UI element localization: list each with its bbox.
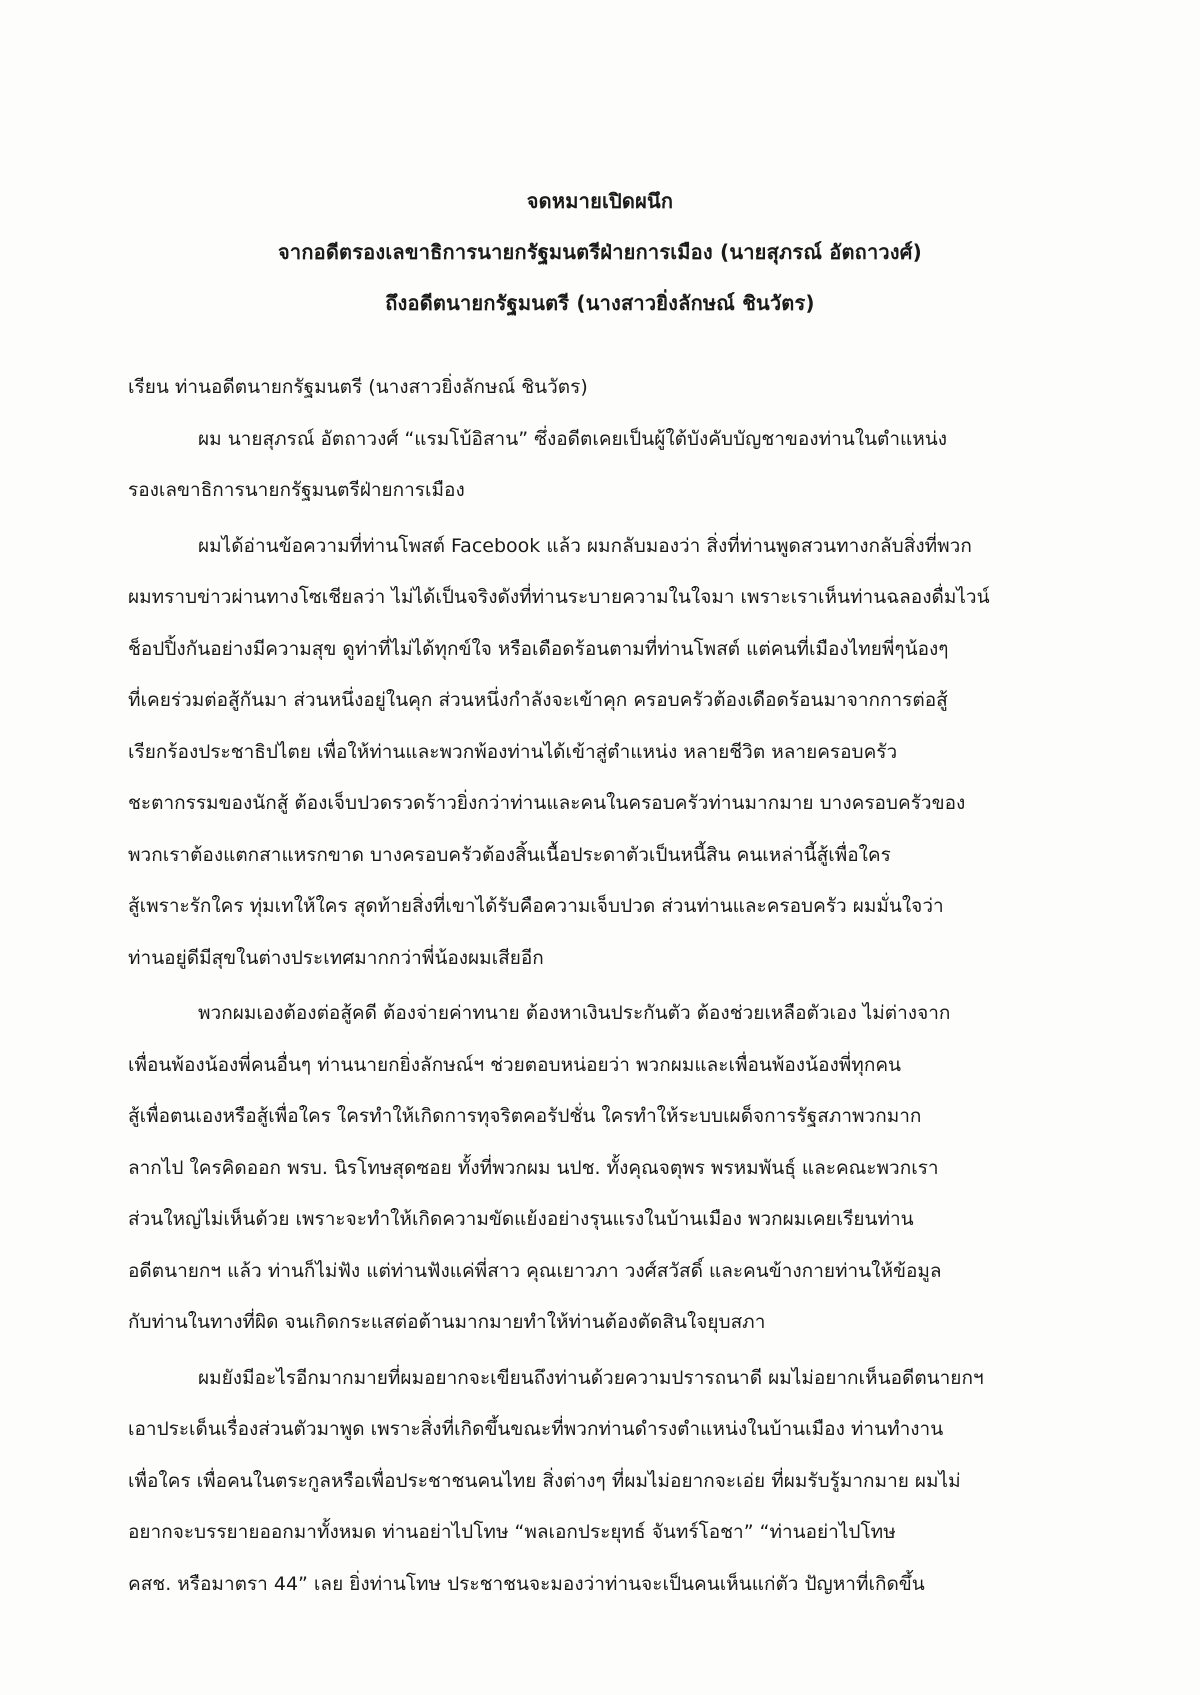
paragraph-4-line-2: เอาประเด็นเรื่องส่วนตัวมาพูด เพราะสิ่งที่เกิดขึ้นขณะที่พวกท่านดำรงตำแหน่งในบ้านเมือง ท่านทำงาน xyxy=(128,1418,944,1440)
letter-body xyxy=(128,362,1118,1610)
paragraph-4-line-4: อยากจะบรรยายออกมาทั้งหมด ท่านอย่าไปโทษ “พลเอกประยุทธ์ จันทร์โอชา” “ท่านอย่าไปโทษ xyxy=(128,1521,896,1543)
paragraph-1-line-1: ผม นายสุภรณ์ อัตถาวงศ์ “แรมโบ้อิสาน” ซึ่งอดีตเคยเป็นผู้ใต้บังคับบัญชาของท่านในตำแหน่ง xyxy=(198,427,948,450)
paragraph-2-line-8: สู้เพราะรักใคร ทุ่มเทให้ใคร สุดท้ายสิ่งที่เขาได้รับคือความเจ็บปวด ส่วนท่านและครอบครัว ผมมั่นใจว่า xyxy=(128,895,944,917)
letter-recipient: ถึงอดีตนายกรัฐมนตรี (นางสาวยิ่งลักษณ์ ชินวัตร) xyxy=(385,291,815,315)
paragraph-4-line-5: คสช. หรือมาตรา 44” เลย ยิ่งท่านโทษ ประชาชนจะมองว่าท่านจะเป็นคนเห็นแก่ตัว ปัญหาที่เกิดขึ้น xyxy=(128,1572,925,1595)
paragraph-2-line-4: ที่เคยร่วมต่อสู้กันมา ส่วนหนึ่งอยู่ในคุก ส่วนหนึ่งกำลังจะเข้าคุก ครอบครัวต้องเดือดร้อนมาจากการต่อสู้ xyxy=(128,689,948,711)
paragraph-2-line-7: พวกเราต้องแตกสาแหรกขาด บางครอบครัวต้องสิ้นเนื้อประดาตัวเป็นหนี้สิน คนเหล่านี้สู้เพื่อใคร xyxy=(128,843,891,866)
paragraph-4-line-1: ผมยังมีอะไรอีกมากมายที่ผมอยากจะเขียนถึงท่านด้วยความปรารถนาดี ผมไม่อยากเห็นอดีตนายกฯ xyxy=(198,1366,984,1389)
paragraph-3-line-3: สู้เพื่อตนเองหรือสู้เพื่อใคร ใครทำให้เกิดการทุจริตคอรัปชั่น ใครทำให้ระบบเผด็จการรัฐสภาพวกมาก xyxy=(128,1105,922,1127)
paragraph-3-line-2: เพื่อนพ้องน้องพี่คนอื่นๆ ท่านนายกยิ่งลักษณ์ฯ ช่วยตอบหน่อยว่า พวกผมและเพื่อนพ้องน้องพี่ทุกคน xyxy=(128,1053,902,1076)
paragraph-2-line-1: ผมได้อ่านข้อความที่ท่านโพสต์ Facebook แล้ว ผมกลับมองว่า สิ่งที่ท่านพูดสวนทางกลับสิ่งที่พวก xyxy=(198,534,972,557)
paragraph-3-line-1: พวกผมเองต้องต่อสู้คดี ต้องจ่ายค่าทนาย ต้องหาเงินประกันตัว ต้องช่วยเหลือตัวเอง ไม่ต่างจาก xyxy=(198,1002,951,1024)
salutation: เรียน ท่านอดีตนายกรัฐมนตรี (นางสาวยิ่งลักษณ์ ชินวัตร) xyxy=(128,376,588,398)
paragraph-3-line-7: กับท่านในทางที่ผิด จนเกิดกระแสต่อต้านมากมายทำให้ท่านต้องตัดสินใจยุบสภา xyxy=(128,1311,766,1333)
letter-sender: จากอดีตรองเลขาธิการนายกรัฐมนตรีฝ่ายการเมือง (นายสุภรณ์ อัตถาวงศ์) xyxy=(277,240,923,264)
paragraph-2-line-6: ชะตากรรมของนักสู้ ต้องเจ็บปวดรวดร้าวยิ่งกว่าท่านและคนในครอบครัวท่านมากมาย บางครอบครัวของ xyxy=(128,792,966,814)
paragraph-2-line-9: ท่านอยู่ดีมีสุขในต่างประเทศมากกว่าพี่น้องผมเสียอีก xyxy=(128,946,544,969)
paragraph-3-line-5: ส่วนใหญ่ไม่เห็นด้วย เพราะจะทำให้เกิดความขัดแย้งอย่างรุนแรงในบ้านเมือง พวกผมเคยเรียนท่าน xyxy=(128,1208,914,1230)
paragraph-3-line-4: ลากไป ใครคิดออก พรบ. นิรโทษสุดซอย ทั้งที่พวกผม นปช. ทั้งคุณจตุพร พรหมพันธุ์ และคณะพวกเรา xyxy=(128,1156,939,1179)
letter-title-block xyxy=(0,176,1200,329)
letter-title: จดหมายเปิดผนึก xyxy=(526,189,674,213)
paragraph-2-line-3: ช็อปปิ้งกันอย่างมีความสุข ดูท่าที่ไม่ได้ทุกข์ใจ หรือเดือดร้อนตามที่ท่านโพสต์ แต่คนที่เมืองไทยพี่ๆน้องๆ xyxy=(128,637,949,660)
paragraph-3-line-6: อดีตนายกฯ แล้ว ท่านก็ไม่ฟัง แต่ท่านฟังแค่พี่สาว คุณเยาวภา วงศ์สวัสดิ์ และคนข้างกายท่านให้ข้อมูล xyxy=(128,1259,942,1282)
paragraph-2-line-2: ผมทราบข่าวผ่านทางโซเชียลว่า ไม่ได้เป็นจริงดังที่ท่านระบายความในใจมา เพราะเราเห็นท่านฉลองดื่มไวน์ xyxy=(128,586,990,608)
paragraph-4-line-3: เพื่อใคร เพื่อคนในตระกูลหรือเพื่อประชาชนคนไทย สิ่งต่างๆ ที่ผมไม่อยากจะเอ่ย ที่ผมรับรู้มากมาย ผมไม่ xyxy=(128,1469,961,1492)
paragraph-1-line-2: รองเลขาธิการนายกรัฐมนตรีฝ่ายการเมือง xyxy=(128,479,465,501)
paragraph-2-line-5: เรียกร้องประชาธิปไตย เพื่อให้ท่านและพวกพ้องท่านได้เข้าสู่ตำแหน่ง หลายชีวิต หลายครอบครัว xyxy=(128,740,898,763)
